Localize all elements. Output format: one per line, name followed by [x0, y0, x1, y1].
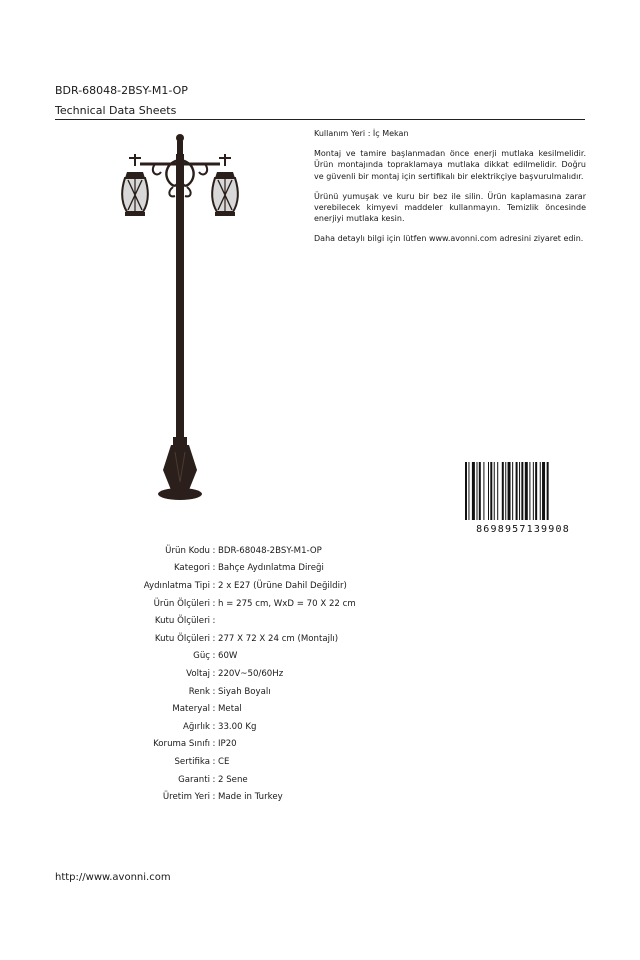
- spec-value: Made in Turkey: [218, 792, 283, 803]
- spec-value: 2 x E27 (Ürüne Dahil Değildir): [218, 580, 347, 591]
- spec-separator: :: [212, 792, 216, 803]
- spec-value: 2 Sene: [218, 774, 248, 785]
- spec-separator: :: [212, 756, 216, 767]
- spec-label: Aydınlatma Tipi: [143, 580, 210, 591]
- spec-row: [55, 595, 455, 613]
- spec-label: Garanti: [178, 774, 210, 785]
- spec-separator: :: [212, 651, 216, 662]
- spec-value: Siyah Boyalı: [218, 686, 271, 697]
- spec-value: 220V~50/60Hz: [218, 668, 284, 679]
- spec-value: h = 275 cm, WxD = 70 X 22 cm: [218, 598, 356, 609]
- info-section: [314, 128, 586, 254]
- spec-label: Kutu Ölçüleri: [154, 633, 210, 644]
- barcode-number: 8698957139908: [476, 524, 570, 534]
- header: [55, 84, 585, 120]
- spec-value: 277 X 72 X 24 cm (Montajlı): [218, 633, 339, 644]
- spec-value: Metal: [218, 704, 242, 715]
- spec-row: [55, 683, 455, 701]
- spec-table: [55, 542, 455, 806]
- spec-value: Bahçe Aydınlatma Direği: [218, 563, 324, 574]
- usage-place: Kullanım Yeri : İç Mekan: [314, 129, 409, 138]
- spec-row: [55, 753, 455, 771]
- document-subtitle: Technical Data Sheets: [55, 104, 585, 120]
- spec-label: Üretim Yeri: [162, 792, 210, 803]
- spec-row: [55, 542, 455, 560]
- spec-separator: :: [212, 598, 216, 609]
- garden-lamp-post-image: [115, 132, 245, 507]
- spec-separator: :: [212, 580, 216, 591]
- spec-label: Ağırlık: [182, 721, 210, 732]
- spec-label: Voltaj: [186, 668, 210, 679]
- spec-separator: :: [212, 545, 216, 556]
- spec-row: [55, 577, 455, 595]
- spec-separator: :: [212, 616, 216, 627]
- spec-separator: :: [212, 633, 216, 644]
- spec-separator: :: [212, 563, 216, 574]
- spec-value: IP20: [218, 739, 237, 750]
- spec-row: [55, 560, 455, 578]
- spec-separator: :: [212, 686, 216, 697]
- product-code-title: BDR-68048-2BSY-M1-OP: [55, 84, 188, 97]
- spec-separator: :: [212, 668, 216, 679]
- spec-row: [55, 771, 455, 789]
- spec-separator: :: [212, 739, 216, 750]
- spec-separator: :: [212, 704, 216, 715]
- spec-label: Renk: [188, 686, 210, 697]
- spec-value: BDR-68048-2BSY-M1-OP: [218, 545, 322, 556]
- spec-row: [55, 718, 455, 736]
- spec-label: Kutu Ölçüleri: [154, 616, 210, 627]
- info-paragraph: Daha detaylı bilgi için lütfen www.avonni.com adresini ziyaret edin.: [314, 234, 584, 244]
- spec-separator: :: [212, 774, 216, 785]
- spec-value: 60W: [218, 651, 238, 662]
- footer-url[interactable]: http://www.avonni.com: [55, 872, 171, 883]
- spec-value: 33.00 Kg: [218, 721, 257, 732]
- info-paragraph: Montaj ve tamire başlanmadan önce enerji mutlaka kesilmelidir. Ürün montajında topraklamaya mutlaka dikkat edilmelidir. Doğru ve güvenli bir montaj için sertifikalı bir elektrikçiye başvurulmalıdır.: [314, 149, 586, 181]
- spec-label: Kategori: [173, 563, 210, 574]
- spec-row: [55, 630, 455, 648]
- spec-label: Koruma Sınıfı: [153, 739, 210, 750]
- spec-label: Materyal: [172, 704, 210, 715]
- spec-value: CE: [218, 756, 230, 767]
- spec-label: Ürün Kodu: [165, 545, 210, 556]
- spec-label: Sertifika: [174, 756, 210, 767]
- spec-separator: :: [212, 721, 216, 732]
- spec-row: [55, 648, 455, 666]
- spec-row: [55, 612, 455, 630]
- barcode: [463, 462, 583, 534]
- spec-label: Ürün Ölçüleri: [153, 598, 210, 609]
- spec-row: [55, 700, 455, 718]
- spec-row: [55, 736, 455, 754]
- spec-label: Güç: [193, 651, 210, 662]
- spec-row: [55, 665, 455, 683]
- spec-row: [55, 788, 455, 806]
- info-paragraph: Ürünü yumuşak ve kuru bir bez ile silin. Ürün kaplamasına zarar verebilecek kimyevi maddeler kullanmayın. Temizlik öncesinde enerjiyi mutlaka kesin.: [314, 191, 586, 224]
